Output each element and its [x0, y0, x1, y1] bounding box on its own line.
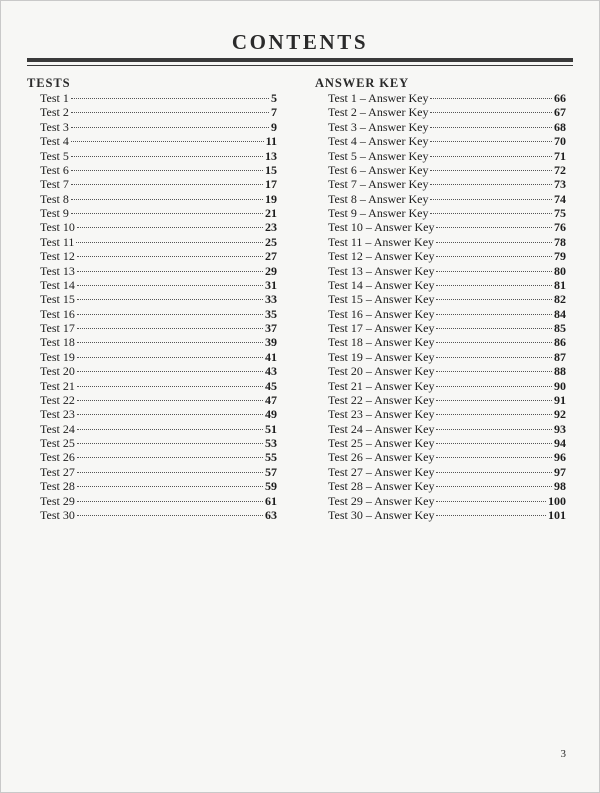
toc-entry-label: Test 18 – Answer Key — [328, 335, 435, 350]
toc-entry — [328, 264, 566, 278]
dot-leader — [436, 242, 552, 243]
toc-entry-label: Test 23 – Answer Key — [328, 407, 435, 422]
toc-entry-page: 37 — [265, 321, 277, 335]
toc-entry-page: 79 — [554, 249, 566, 264]
toc-entry-label: Test 9 – Answer Key — [328, 206, 429, 220]
dot-leader — [436, 515, 546, 516]
toc-entry — [328, 134, 566, 148]
toc-entry — [40, 307, 277, 321]
toc-entry-label: Test 13 – Answer Key — [328, 263, 435, 278]
toc-entry — [328, 422, 566, 436]
dot-leader — [436, 443, 552, 444]
toc-entry — [40, 192, 277, 206]
toc-entry-label: Test 21 – Answer Key — [328, 378, 435, 393]
toc-entry-page: 72 — [554, 162, 566, 177]
toc-entry — [328, 465, 566, 479]
toc-entry-label: Test 10 – Answer Key — [328, 220, 435, 235]
toc-entry-label: Test 30 — [40, 507, 75, 522]
toc-entry — [40, 91, 277, 105]
toc-entry-label: Test 8 — [40, 191, 69, 206]
dot-leader — [436, 285, 552, 286]
toc-entry-label: Test 11 — [40, 234, 75, 249]
toc-entry — [40, 264, 277, 278]
toc-entry-page: 87 — [554, 349, 566, 364]
dot-leader — [77, 486, 263, 487]
toc-entry-label: Test 19 — [40, 349, 75, 364]
toc-entry-label: Test 6 — [40, 162, 69, 177]
toc-entry-page: 81 — [554, 277, 566, 292]
toc-entry — [328, 149, 566, 163]
toc-entry — [40, 163, 277, 177]
toc-entry — [328, 278, 566, 292]
toc-entry-label: Test 5 — [40, 148, 69, 163]
toc-entry — [328, 192, 566, 206]
toc-entry-page: 15 — [265, 162, 277, 177]
dot-leader — [436, 400, 552, 401]
toc-entry — [40, 450, 277, 464]
toc-entry-page: 41 — [265, 349, 277, 364]
toc-entry-page: 31 — [265, 277, 277, 292]
toc-entry-page: 94 — [554, 436, 566, 450]
tests-heading: TESTS — [27, 76, 71, 90]
toc-entry-label: Test 10 — [40, 220, 75, 235]
toc-entry — [328, 321, 566, 335]
tests-section — [27, 75, 277, 522]
toc-entry-page: 7 — [271, 105, 277, 120]
toc-entry-label: Test 14 — [40, 277, 75, 292]
toc-entry-page: 21 — [265, 206, 277, 220]
toc-entry-page: 29 — [265, 263, 277, 278]
toc-entry — [328, 508, 566, 522]
dot-leader — [77, 342, 263, 343]
toc-entry-page: 97 — [554, 464, 566, 479]
toc-entry — [40, 479, 277, 493]
toc-entry-page: 85 — [554, 321, 566, 335]
toc-entry-label: Test 22 — [40, 392, 75, 407]
toc-entry-page: 92 — [554, 407, 566, 422]
dot-leader — [430, 213, 552, 214]
toc-entry-label: Test 20 – Answer Key — [328, 364, 435, 379]
dot-leader — [430, 184, 552, 185]
toc-entry-label: Test 30 – Answer Key — [328, 507, 435, 522]
toc-entry-page: 68 — [554, 119, 566, 134]
toc-entry-label: Test 28 – Answer Key — [328, 479, 435, 494]
toc-entry-label: Test 26 — [40, 450, 75, 465]
toc-entry — [40, 134, 277, 148]
dot-leader — [436, 314, 552, 315]
toc-entry-label: Test 1 — [40, 91, 69, 105]
dot-leader — [436, 342, 552, 343]
toc-entry-label: Test 19 – Answer Key — [328, 349, 435, 364]
dot-leader — [71, 112, 269, 113]
toc-entry — [328, 479, 566, 493]
toc-entry — [328, 105, 566, 119]
toc-entry-label: Test 21 — [40, 378, 75, 393]
toc-entry — [328, 249, 566, 263]
toc-entry — [40, 120, 277, 134]
dot-leader — [430, 170, 552, 171]
toc-entry-page: 70 — [554, 134, 566, 149]
toc-entry — [40, 149, 277, 163]
toc-entry-page: 88 — [554, 364, 566, 379]
dot-leader — [77, 386, 263, 387]
dot-leader — [436, 472, 552, 473]
dot-leader — [430, 112, 552, 113]
toc-entry-label: Test 1 – Answer Key — [328, 91, 429, 105]
toc-entry-page: 93 — [554, 421, 566, 436]
toc-entry-label: Test 7 — [40, 177, 69, 192]
dot-leader — [71, 98, 269, 99]
dot-leader — [430, 141, 552, 142]
toc-entry-label: Test 18 — [40, 335, 75, 350]
toc-entry-label: Test 14 – Answer Key — [328, 277, 435, 292]
toc-entry-page: 53 — [265, 436, 277, 450]
dot-leader — [436, 227, 552, 228]
dot-leader — [436, 357, 552, 358]
toc-entry-label: Test 29 — [40, 493, 75, 508]
toc-entry-label: Test 27 — [40, 464, 75, 479]
toc-entry-page: 80 — [554, 263, 566, 278]
toc-entry-page: 63 — [265, 507, 277, 522]
toc-entry — [40, 235, 277, 249]
toc-entry — [40, 364, 277, 378]
toc-entry-label: Test 2 — [40, 105, 69, 120]
toc-entry — [40, 292, 277, 306]
toc-entry — [328, 91, 566, 105]
toc-entry-label: Test 12 – Answer Key — [328, 249, 435, 264]
toc-entry-page: 11 — [265, 134, 277, 149]
toc-entry — [328, 379, 566, 393]
toc-entry-page: 9 — [271, 119, 277, 134]
toc-entry-label: Test 7 – Answer Key — [328, 177, 429, 192]
dot-leader — [436, 256, 552, 257]
dot-leader — [71, 127, 269, 128]
dot-leader — [71, 141, 264, 142]
toc-entry-label: Test 4 — [40, 134, 69, 149]
dot-leader — [77, 271, 263, 272]
toc-entry — [40, 177, 277, 191]
dot-leader — [430, 199, 552, 200]
toc-entry-label: Test 22 – Answer Key — [328, 392, 435, 407]
dot-leader — [436, 386, 552, 387]
toc-entry-page: 90 — [554, 378, 566, 393]
toc-entry-label: Test 8 – Answer Key — [328, 191, 429, 206]
dot-leader — [430, 98, 552, 99]
toc-entry-label: Test 4 – Answer Key — [328, 134, 429, 149]
toc-entry-label: Test 26 – Answer Key — [328, 450, 435, 465]
toc-entry-label: Test 24 – Answer Key — [328, 421, 435, 436]
toc-entry — [40, 407, 277, 421]
dot-leader — [71, 184, 263, 185]
toc-entry — [328, 292, 566, 306]
toc-entry-label: Test 9 — [40, 206, 69, 220]
dot-leader — [77, 256, 263, 257]
toc-entry-page: 49 — [265, 407, 277, 422]
dot-leader — [77, 472, 263, 473]
toc-entry-label: Test 17 – Answer Key — [328, 321, 435, 335]
dot-leader — [77, 227, 263, 228]
toc-entry-label: Test 29 – Answer Key — [328, 493, 435, 508]
dot-leader — [77, 328, 263, 329]
toc-entry-page: 33 — [265, 292, 277, 307]
toc-entry — [40, 422, 277, 436]
title-rule-thick — [27, 58, 573, 62]
toc-entry-label: Test 15 – Answer Key — [328, 292, 435, 307]
toc-entry-page: 82 — [554, 292, 566, 307]
toc-entry-page: 73 — [554, 177, 566, 192]
toc-entry — [328, 120, 566, 134]
toc-entry — [328, 177, 566, 191]
dot-leader — [430, 156, 552, 157]
page-title: CONTENTS — [231, 30, 369, 54]
toc-entry-page: 57 — [265, 464, 277, 479]
dot-leader — [77, 515, 263, 516]
dot-leader — [436, 457, 552, 458]
dot-leader — [71, 170, 263, 171]
toc-entry-label: Test 20 — [40, 364, 75, 379]
toc-entry — [328, 220, 566, 234]
toc-entry-label: Test 16 — [40, 306, 75, 321]
toc-entry — [328, 350, 566, 364]
toc-entry-label: Test 24 — [40, 421, 75, 436]
toc-entry-label: Test 11 – Answer Key — [328, 234, 435, 249]
dot-leader — [77, 501, 263, 502]
tests-list — [27, 91, 277, 522]
dot-leader — [71, 199, 263, 200]
toc-entry-page: 101 — [548, 507, 566, 522]
toc-entry — [40, 206, 277, 220]
toc-entry-page: 75 — [554, 206, 566, 220]
dot-leader — [436, 271, 552, 272]
dot-leader — [77, 457, 263, 458]
toc-entry-page: 35 — [265, 306, 277, 321]
toc-entry-page: 27 — [265, 249, 277, 264]
answer-key-heading: ANSWER KEY — [315, 76, 410, 90]
toc-entry-page: 84 — [554, 306, 566, 321]
toc-entry-page: 86 — [554, 335, 566, 350]
toc-entry-page: 17 — [265, 177, 277, 192]
dot-leader — [436, 328, 552, 329]
dot-leader — [436, 429, 552, 430]
toc-entry — [328, 494, 566, 508]
toc-entry-label: Test 16 – Answer Key — [328, 306, 435, 321]
toc-entry-label: Test 25 — [40, 436, 75, 450]
toc-entry-label: Test 12 — [40, 249, 75, 264]
toc-entry — [328, 393, 566, 407]
toc-entry — [328, 307, 566, 321]
toc-entry — [40, 350, 277, 364]
dot-leader — [76, 242, 263, 243]
toc-entry — [328, 206, 566, 220]
dot-leader — [77, 371, 263, 372]
dot-leader — [77, 285, 263, 286]
dot-leader — [77, 443, 263, 444]
toc-entry-page: 5 — [271, 91, 277, 105]
toc-entry — [40, 436, 277, 450]
toc-entry-label: Test 25 – Answer Key — [328, 436, 435, 450]
dot-leader — [77, 299, 263, 300]
dot-leader — [77, 314, 263, 315]
toc-entry — [40, 105, 277, 119]
toc-entry-page: 23 — [265, 220, 277, 235]
toc-entry — [328, 235, 566, 249]
toc-entry-label: Test 23 — [40, 407, 75, 422]
toc-entry — [328, 450, 566, 464]
toc-entry-page: 67 — [554, 105, 566, 120]
dot-leader — [71, 156, 263, 157]
toc-entry-label: Test 6 – Answer Key — [328, 162, 429, 177]
dot-leader — [77, 429, 263, 430]
toc-entry-page: 39 — [265, 335, 277, 350]
dot-leader — [436, 486, 552, 487]
toc-entry-page: 76 — [554, 220, 566, 235]
toc-entry-label: Test 13 — [40, 263, 75, 278]
dot-leader — [430, 127, 552, 128]
toc-entry-page: 61 — [265, 493, 277, 508]
toc-entry-page: 98 — [554, 479, 566, 494]
toc-entry — [40, 465, 277, 479]
toc-entry — [40, 393, 277, 407]
toc-entry — [40, 508, 277, 522]
toc-entry-page: 74 — [554, 191, 566, 206]
toc-entry — [328, 163, 566, 177]
toc-entry-page: 59 — [265, 479, 277, 494]
toc-entry — [328, 407, 566, 421]
toc-entry-label: Test 27 – Answer Key — [328, 464, 435, 479]
dot-leader — [77, 357, 263, 358]
toc-entry-page: 25 — [265, 234, 277, 249]
toc-entry-label: Test 28 — [40, 479, 75, 494]
toc-entry — [328, 335, 566, 349]
toc-entry-page: 91 — [554, 392, 566, 407]
dot-leader — [436, 371, 552, 372]
dot-leader — [436, 414, 552, 415]
toc-entry-page: 19 — [265, 191, 277, 206]
dot-leader — [71, 213, 263, 214]
answer-key-list — [315, 91, 566, 522]
toc-entry-page: 51 — [265, 421, 277, 436]
toc-entry — [328, 364, 566, 378]
toc-entry — [40, 494, 277, 508]
toc-entry-page: 47 — [265, 392, 277, 407]
toc-entry-label: Test 2 – Answer Key — [328, 105, 429, 120]
toc-entry — [40, 249, 277, 263]
page-number: 3 — [560, 748, 566, 760]
toc-entry-label: Test 5 – Answer Key — [328, 148, 429, 163]
toc-entry-label: Test 17 — [40, 321, 75, 335]
toc-entry — [40, 379, 277, 393]
toc-entry-page: 43 — [265, 364, 277, 379]
toc-entry-page: 55 — [265, 450, 277, 465]
dot-leader — [77, 414, 263, 415]
toc-entry-page: 13 — [265, 148, 277, 163]
toc-entry-label: Test 15 — [40, 292, 75, 307]
dot-leader — [436, 501, 546, 502]
dot-leader — [436, 299, 552, 300]
dot-leader — [77, 400, 263, 401]
title-rule-thin — [27, 65, 573, 66]
toc-entry-page: 100 — [548, 493, 566, 508]
toc-entry-page: 66 — [554, 91, 566, 105]
toc-entry — [40, 278, 277, 292]
toc-entry — [40, 220, 277, 234]
toc-entry-label: Test 3 — [40, 119, 69, 134]
toc-entry-page: 71 — [554, 148, 566, 163]
toc-entry — [328, 436, 566, 450]
toc-entry — [40, 321, 277, 335]
toc-entry-page: 96 — [554, 450, 566, 465]
toc-entry-label: Test 3 – Answer Key — [328, 119, 429, 134]
answer-key-section — [315, 75, 566, 522]
toc-entry-page: 45 — [265, 378, 277, 393]
toc-entry-page: 78 — [554, 234, 566, 249]
toc-entry — [40, 335, 277, 349]
